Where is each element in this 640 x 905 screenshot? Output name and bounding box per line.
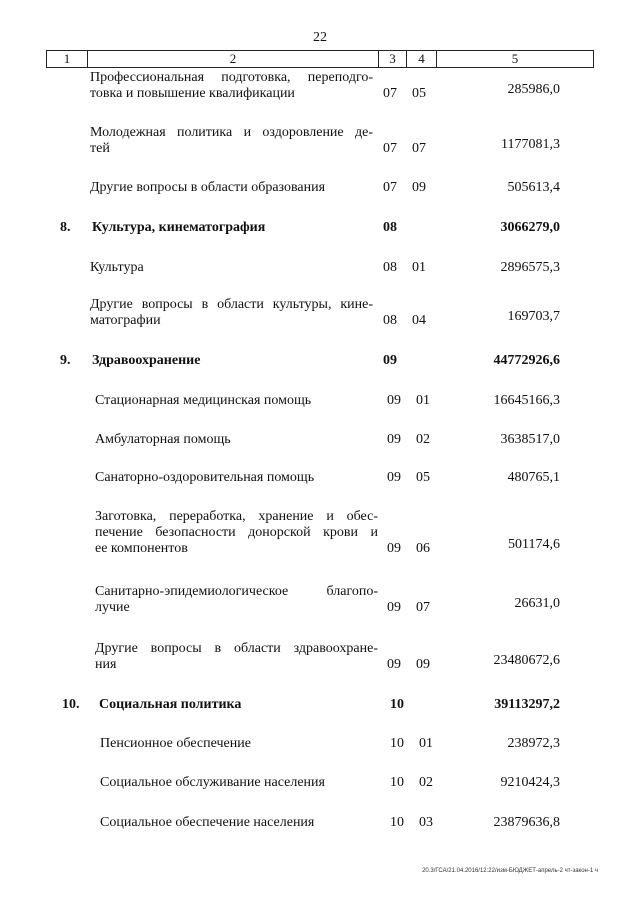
page-number: 22 (313, 30, 327, 45)
section-code: 09 (387, 470, 401, 485)
document-footer: 20.3/ГСА/21.04.2016/12:22/изм-БЮДЖЕТ-апрель-2 чт-закон-1 ч (422, 868, 598, 874)
row-name-line: Культура (90, 260, 144, 275)
section-code: 09 (387, 432, 401, 447)
section-code: 09 (387, 393, 401, 408)
section-code: 07 (383, 180, 397, 195)
row-name (92, 353, 375, 369)
row-name (95, 432, 378, 448)
amount: 26631,0 (514, 596, 560, 611)
row-name-line: Профессиональная подготовка, переподго- (90, 70, 373, 85)
row-name-line: Санаторно-оздоровительная помощь (95, 470, 315, 485)
row-name-line: Другие вопросы в области культуры, кине- (90, 297, 373, 312)
table-row (0, 432, 640, 448)
subsection-code: 07 (416, 600, 430, 615)
subsection-code: 09 (412, 180, 426, 195)
row-name-line: Социальное обслуживание населения (100, 775, 325, 790)
subsection-code: 06 (416, 541, 430, 556)
amount: 23480672,6 (493, 653, 560, 668)
section-code: 10 (390, 775, 404, 790)
amount: 23879636,8 (493, 815, 560, 830)
row-name (100, 736, 383, 752)
row-name-line: Культура, кинематография (92, 220, 266, 235)
table-row (0, 180, 640, 196)
subsection-code: 01 (419, 736, 433, 751)
table-row (0, 297, 640, 329)
subsection-code: 02 (416, 432, 430, 447)
table-row (0, 775, 640, 791)
amount: 285986,0 (507, 82, 560, 97)
section-code: 08 (383, 260, 397, 275)
amount: 39113297,2 (494, 697, 560, 712)
amount: 501174,6 (508, 537, 560, 552)
row-name-line: печение безопасности донорской крови и (95, 525, 378, 540)
table-row (0, 470, 640, 486)
row-name (100, 815, 383, 831)
row-name (90, 180, 373, 196)
section-code: 10 (390, 815, 404, 830)
row-name-line: ее компонентов (95, 541, 188, 556)
table-row (0, 584, 640, 616)
row-name-line: Заготовка, переработка, хранение и обес- (95, 509, 378, 524)
section-number: 9. (60, 353, 71, 368)
subsection-code: 07 (412, 141, 426, 156)
amount: 1177081,3 (501, 137, 560, 152)
row-name-line: Стационарная медицинская помощь (95, 393, 312, 408)
header-col-3: 3 (379, 51, 407, 67)
row-name-line: товка и повышение квалификации (90, 86, 295, 101)
row-name-line: Молодежная политика и оздоровление де- (90, 125, 373, 140)
subsection-code: 01 (416, 393, 430, 408)
table-row (0, 509, 640, 557)
amount: 169703,7 (507, 309, 560, 324)
subsection-code: 05 (412, 86, 426, 101)
amount: 480765,1 (507, 470, 560, 485)
amount: 9210424,3 (500, 775, 560, 790)
table-row (0, 125, 640, 157)
row-name (100, 775, 383, 791)
amount: 44772926,6 (493, 353, 560, 368)
row-name (95, 393, 378, 409)
subsection-code: 01 (412, 260, 426, 275)
row-name-line: Амбулаторная помощь (95, 432, 231, 447)
subsection-code: 03 (419, 815, 433, 830)
section-code: 09 (383, 353, 397, 368)
section-code: 07 (383, 141, 397, 156)
row-name (95, 641, 378, 673)
row-name-line: тей (90, 141, 110, 156)
row-name-line: Другие вопросы в области образования (90, 180, 326, 195)
subsection-code: 09 (416, 657, 430, 672)
row-name (90, 125, 373, 157)
subsection-code: 02 (419, 775, 433, 790)
row-name (90, 260, 373, 276)
row-name-line: Социальная политика (99, 697, 242, 712)
row-name-line: Санитарно-эпидемиологическое благопо- (95, 584, 378, 599)
section-code: 10 (390, 697, 404, 712)
section-code: 09 (387, 541, 401, 556)
row-name-line: матографии (90, 313, 161, 328)
subsection-code: 05 (416, 470, 430, 485)
section-code: 10 (390, 736, 404, 751)
row-name-line: Социальное обеспечение населения (100, 815, 315, 830)
row-name (90, 70, 373, 102)
table-row (0, 641, 640, 673)
row-name (95, 584, 378, 616)
section-code: 09 (387, 657, 401, 672)
header-col-1: 1 (47, 51, 88, 67)
row-name (92, 220, 375, 236)
header-col-5: 5 (511, 51, 519, 66)
row-name-line: Другие вопросы в области здравоохране- (95, 641, 378, 656)
header-col-2: 2 (88, 51, 379, 67)
section-number: 10. (62, 697, 80, 712)
row-name (99, 697, 382, 713)
section-code: 08 (383, 220, 397, 235)
row-name-line: ния (95, 657, 117, 672)
row-name-line: лучие (95, 600, 130, 615)
row-name (90, 297, 373, 329)
row-name-line: Здравоохранение (92, 353, 201, 368)
table-header (46, 50, 594, 68)
amount: 3638517,0 (500, 432, 560, 447)
section-code: 08 (383, 313, 397, 328)
section-number: 8. (60, 220, 71, 235)
amount: 505613,4 (507, 180, 560, 195)
row-name (95, 509, 378, 557)
table-row (0, 393, 640, 409)
section-row (0, 353, 640, 369)
amount: 16645166,3 (493, 393, 560, 408)
table-row (0, 260, 640, 276)
table-row (0, 815, 640, 831)
table-row (0, 736, 640, 752)
subsection-code: 04 (412, 313, 426, 328)
section-row (0, 220, 640, 236)
section-row (0, 697, 640, 713)
header-col-4: 4 (407, 51, 437, 67)
amount: 3066279,0 (500, 220, 560, 235)
row-name-line: Пенсионное обеспечение (100, 736, 251, 751)
table-row (0, 70, 640, 102)
amount: 238972,3 (507, 736, 560, 751)
row-name (95, 470, 378, 486)
section-code: 07 (383, 86, 397, 101)
amount: 2896575,3 (500, 260, 560, 275)
section-code: 09 (387, 600, 401, 615)
